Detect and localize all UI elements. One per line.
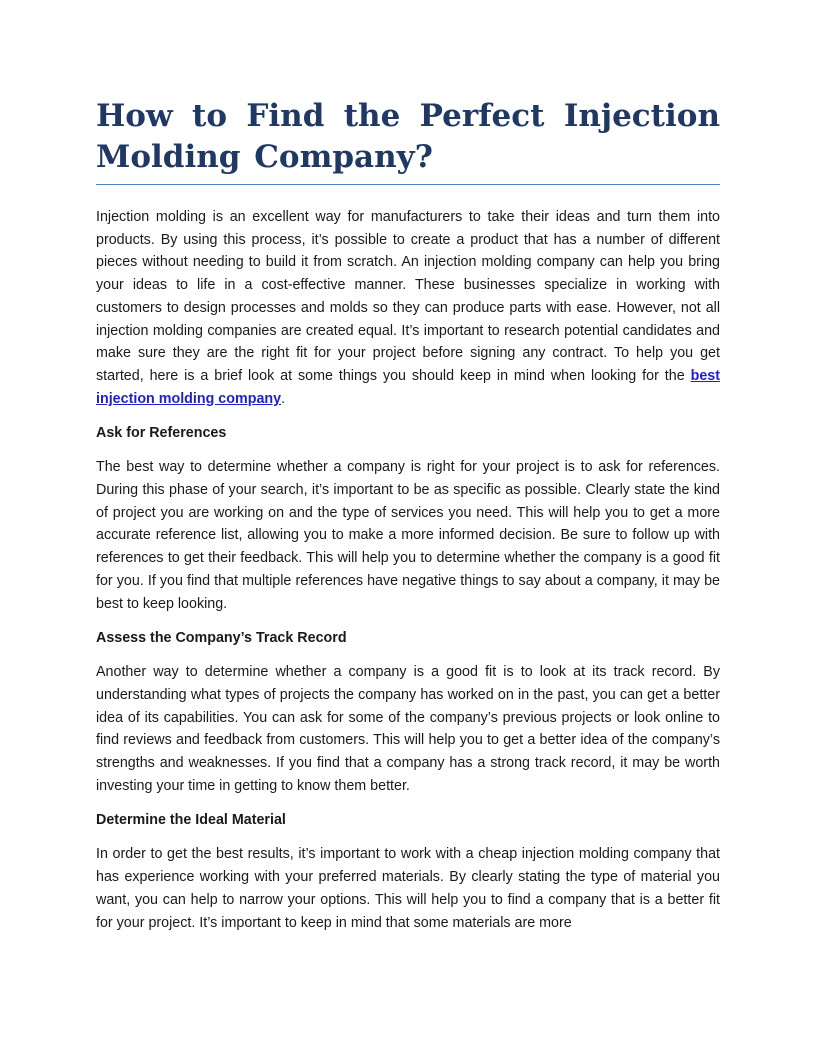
page-title: How to Find the Perfect Injection Molding Company? — [96, 96, 720, 185]
section-body-track-record: Another way to determine whether a company is a good fit is to look at its track record. By understanding what types of projects the company has worked on in the past, you can get a better idea of its capabilities. You can ask for some of the company’s previous projects or look online to find reviews and feedback from customers. This will help you to get a better idea of the company’s strengths and weaknesses. If you find that a company has a strong track record, it may be worth investing your time in getting to know them better. — [96, 664, 720, 794]
document-page — [96, 96, 720, 934]
section-body-references: The best way to determine whether a company is right for your project is to ask for references. During this phase of your search, it’s important to be as specific as possible. Clearly state the kind of project you are working on and the type of services you need. This will help you to get a more accurate reference list, allowing you to make a more informed decision. Be sure to follow up with references to get their feedback. This will help you to determine whether the company is a good fit for you. If you find that multiple references have negative things to say about a company, it may be best to keep looking. — [96, 459, 720, 612]
intro-text: Injection molding is an excellent way for manufacturers to take their ideas and turn them into products. By using this process, it’s possible to create a product that has a number of different pieces without needing to build it from scratch. An injection molding company can help you bring your ideas to life in a cost-effective manner. These businesses specialize in working with customers to design processes and molds so they can produce parts with ease. However, not all injection molding companies are created equal. It’s important to research potential candidates and make sure they are the right fit for your project before signing any contract. To help you get started, here is a brief look at some things you should keep in mind when looking for the — [96, 209, 720, 384]
best-injection-molding-company-link[interactable]: best injection molding company — [96, 367, 720, 407]
section-heading-references: Ask for References — [96, 425, 227, 442]
section-heading-track-record: Assess the Company’s Track Record — [96, 630, 347, 647]
intro-paragraph — [96, 206, 720, 410]
intro-trailing: . — [281, 390, 286, 407]
section-heading-material: Determine the Ideal Material — [96, 812, 286, 829]
section-body-material: In order to get the best results, it’s important to work with a cheap injection molding company that has experience working with your preferred materials. By clearly stating the type of material you want, you can help to narrow your options. This will help you to find a company that is a better fit for your project. It’s important to keep in mind that some materials are more — [96, 846, 720, 931]
